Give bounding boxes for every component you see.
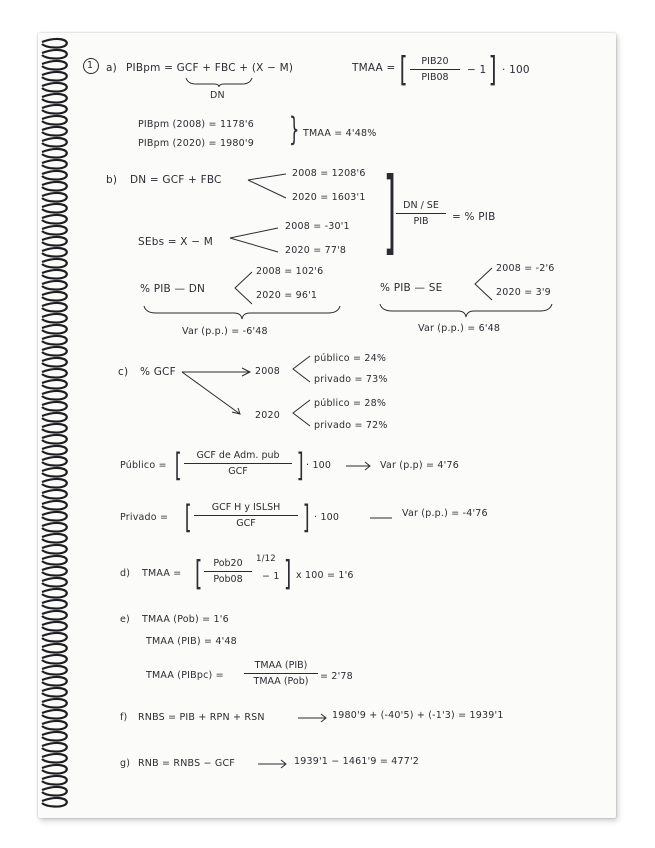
pib-se-2020: 2020 = 3'9 xyxy=(496,287,551,298)
pib-dn-branch xyxy=(232,268,254,308)
publico-arrow xyxy=(344,461,372,471)
spiral-coil xyxy=(42,699,67,708)
privado-bracket-left: [ xyxy=(184,498,192,536)
dn-equation: DN = GCF + FBC xyxy=(130,174,222,186)
pib-brace: } xyxy=(289,110,300,148)
pib-se-branch xyxy=(472,264,494,304)
pib-2008: PIBpm (2008) = 1178'6 xyxy=(138,119,254,130)
spiral-coil xyxy=(42,721,67,730)
spiral-coil xyxy=(42,490,67,499)
spiral-coil xyxy=(42,259,67,268)
spiral-coil xyxy=(42,314,67,323)
tmaa-result: TMAA = 4'48% xyxy=(303,128,377,139)
d-lhs: TMAA = xyxy=(142,568,182,579)
rnbs-calculation: 1980'9 + (-40'5) + (-1'3) = 1939'1 xyxy=(332,710,504,721)
tmaa-numerator: PIB20 xyxy=(421,56,449,67)
rnb-definition: RNB = RNBS − GCF xyxy=(138,758,235,769)
spiral-coil xyxy=(42,215,67,224)
spiral-coil xyxy=(42,611,67,620)
spiral-coil xyxy=(42,457,67,466)
dn-branch-lines xyxy=(246,168,290,206)
spiral-coil xyxy=(42,226,67,235)
d-denominator: Pob08 xyxy=(213,574,243,585)
part-d-label: d) xyxy=(120,568,131,579)
spiral-coil xyxy=(42,281,67,290)
spiral-coil xyxy=(42,237,67,246)
ratio-denominator: PIB xyxy=(413,216,429,227)
privado-2008: privado = 73% xyxy=(314,374,388,385)
publico-fraction xyxy=(184,450,292,477)
var-right-brace xyxy=(378,302,554,320)
branch-2020 xyxy=(290,396,312,430)
f-arrow xyxy=(296,713,328,723)
year-2008: 2008 xyxy=(255,366,280,377)
spiral-coil xyxy=(42,127,67,136)
gcf-percent: % GCF xyxy=(140,366,176,378)
spiral-coil xyxy=(42,534,67,543)
privado-fraction xyxy=(194,502,298,529)
tmaa-minus-one: − 1 xyxy=(467,64,487,76)
publico-times-100: · 100 xyxy=(306,460,332,471)
spiral-coil xyxy=(42,479,67,488)
rnbs-definition: RNBS = PIB + RPN + RSN xyxy=(138,712,265,723)
privado-denominator: GCF xyxy=(236,518,256,529)
spiral-coil xyxy=(42,677,67,686)
se-equation: SEbs = X − M xyxy=(138,236,214,248)
tmaa-pibpc-lhs: TMAA (PIBpc) = xyxy=(146,670,224,681)
part-a-label: a) xyxy=(106,62,117,74)
spiral-coil xyxy=(42,292,67,301)
spiral-coil xyxy=(42,567,67,576)
var-right: Var (p.p.) = 6'48 xyxy=(418,323,501,334)
part-c-label: c) xyxy=(118,366,129,378)
publico-lhs: Público = xyxy=(120,460,167,471)
tmaa-pibpc-denominator: TMAA (Pob) xyxy=(253,676,309,687)
ratio-fraction xyxy=(396,200,446,227)
d-bracket-left: [ xyxy=(194,554,203,594)
spiral-coil xyxy=(42,710,67,719)
tmaa-times-100: · 100 xyxy=(502,64,530,76)
tmaa-pibpc-fraction xyxy=(244,660,318,687)
part-g-label: g) xyxy=(120,758,131,769)
spiral-coil xyxy=(42,776,67,785)
spiral-coil xyxy=(42,248,67,257)
spiral-binding xyxy=(36,36,76,816)
d-bracket-right: ] xyxy=(283,554,292,594)
pib-dn-2008: 2008 = 102'6 xyxy=(256,266,324,277)
var-left: Var (p.p.) = -6'48 xyxy=(182,326,268,337)
spiral-coil xyxy=(42,688,67,697)
privado-var: Var (p.p.) = -4'76 xyxy=(402,508,488,519)
d-fraction xyxy=(204,558,252,585)
spiral-coil xyxy=(42,578,67,587)
spiral-coil xyxy=(42,666,67,675)
pib-dn-label: % PIB — DN xyxy=(140,283,206,295)
spiral-coil xyxy=(42,413,67,422)
dn-label: DN xyxy=(210,90,225,101)
spiral-coil xyxy=(42,523,67,532)
spiral-coil xyxy=(42,193,67,202)
ratio-numerator: DN / SE xyxy=(403,200,439,211)
pib-2020: PIBpm (2020) = 1980'9 xyxy=(138,138,254,149)
spiral-coil xyxy=(42,369,67,378)
spiral-coil xyxy=(42,402,67,411)
pib-definition: PIBpm = GCF + FBC + (X − M) xyxy=(126,62,294,74)
tmaa-pob: TMAA (Pob) = 1'6 xyxy=(142,614,229,625)
tmaa-pib: TMAA (PIB) = 4'48 xyxy=(146,636,237,647)
spiral-coil xyxy=(42,468,67,477)
spiral-coil xyxy=(42,644,67,653)
spiral-coil xyxy=(42,556,67,565)
spiral-coil xyxy=(42,743,67,752)
spiral-coil xyxy=(42,72,67,81)
spiral-coil xyxy=(42,765,67,774)
publico-bracket-left: [ xyxy=(174,446,182,484)
spiral-coil xyxy=(42,501,67,510)
underbrace-dn xyxy=(184,76,254,88)
spiral-coil xyxy=(42,303,67,312)
spiral-coil xyxy=(42,391,67,400)
publico-denominator: GCF xyxy=(228,466,248,477)
se-branch-lines xyxy=(228,222,282,262)
spiral-coil xyxy=(42,446,67,455)
privado-lhs: Privado = xyxy=(120,512,169,523)
spiral-coil xyxy=(42,116,67,125)
se-2020: 2020 = 77'8 xyxy=(285,245,347,256)
g-arrow xyxy=(256,759,288,769)
d-exponent: 1/12 xyxy=(256,554,276,564)
spiral-coil xyxy=(42,732,67,741)
dn-2008: 2008 = 1208'6 xyxy=(292,168,366,179)
se-2008: 2008 = -30'1 xyxy=(285,221,350,232)
privado-dash xyxy=(368,515,394,521)
part-f-label: f) xyxy=(120,712,128,723)
dn-2020: 2020 = 1603'1 xyxy=(292,192,366,203)
spiral-coil xyxy=(42,39,67,48)
spiral-coil xyxy=(42,171,67,180)
spiral-coil xyxy=(42,50,67,59)
tmaa-denominator: PIB08 xyxy=(421,72,449,83)
d-numerator: Pob20 xyxy=(213,558,243,569)
publico-2020: público = 28% xyxy=(314,398,387,409)
publico-var: Var (p.p) = 4'76 xyxy=(380,460,459,471)
spiral-coil xyxy=(42,105,67,114)
pib-se-label: % PIB — SE xyxy=(380,282,443,294)
publico-numerator: GCF de Adm. pub xyxy=(196,450,280,461)
spiral-coil xyxy=(42,138,67,147)
tmaa-lhs: TMAA = xyxy=(352,62,396,74)
privado-2020: privado = 72% xyxy=(314,420,388,431)
spiral-coil xyxy=(42,149,67,158)
privado-times-100: · 100 xyxy=(314,512,340,523)
spiral-coil xyxy=(42,600,67,609)
spiral-coil xyxy=(42,182,67,191)
spiral-coil xyxy=(42,204,67,213)
spiral-coil xyxy=(42,655,67,664)
spiral-coil xyxy=(42,347,67,356)
ratio-rest: = % PIB xyxy=(452,211,496,223)
part-e-label: e) xyxy=(120,614,130,625)
publico-2008: público = 24% xyxy=(314,353,387,364)
spiral-coil xyxy=(42,160,67,169)
spiral-coil xyxy=(42,798,67,807)
spiral-coil xyxy=(42,424,67,433)
part-b-label: b) xyxy=(106,174,118,186)
tmaa-fraction xyxy=(410,56,460,83)
d-minus-one: − 1 xyxy=(262,571,280,582)
spiral-coil xyxy=(42,358,67,367)
spiral-coil xyxy=(42,325,67,334)
pib-dn-2020: 2020 = 96'1 xyxy=(256,290,318,301)
spiral-coil xyxy=(42,512,67,521)
privado-bracket-right: ] xyxy=(302,498,310,536)
privado-numerator: GCF H y ISLSH xyxy=(211,502,281,513)
tmaa-bracket-right: ] xyxy=(488,50,497,90)
b-bracket: ] xyxy=(383,158,397,265)
spiral-coil xyxy=(42,380,67,389)
spiral-coil xyxy=(42,589,67,598)
gcf-branch xyxy=(180,362,254,420)
pib-se-2008: 2008 = -2'6 xyxy=(496,263,555,274)
spiral-coil xyxy=(42,787,67,796)
tmaa-bracket-left: [ xyxy=(399,50,408,90)
publico-bracket-right: ] xyxy=(296,446,304,484)
spiral-coil xyxy=(42,270,67,279)
spiral-coil xyxy=(42,545,67,554)
spiral-coil xyxy=(42,754,67,763)
spiral-coil xyxy=(42,83,67,92)
d-result: x 100 = 1'6 xyxy=(296,570,354,581)
spiral-coil xyxy=(42,336,67,345)
branch-2008 xyxy=(290,352,312,386)
section-number: 1 xyxy=(87,60,94,71)
rnb-calculation: 1939'1 − 1461'9 = 477'2 xyxy=(294,756,420,767)
tmaa-pibpc-result: = 2'78 xyxy=(320,671,353,682)
var-left-brace xyxy=(142,304,342,322)
spiral-coil xyxy=(42,94,67,103)
tmaa-pibpc-numerator: TMAA (PIB) xyxy=(254,660,308,671)
spiral-coil xyxy=(42,633,67,642)
year-2020: 2020 xyxy=(255,410,280,421)
spiral-coil xyxy=(42,622,67,631)
spiral-coil xyxy=(42,61,67,70)
spiral-coil xyxy=(42,435,67,444)
